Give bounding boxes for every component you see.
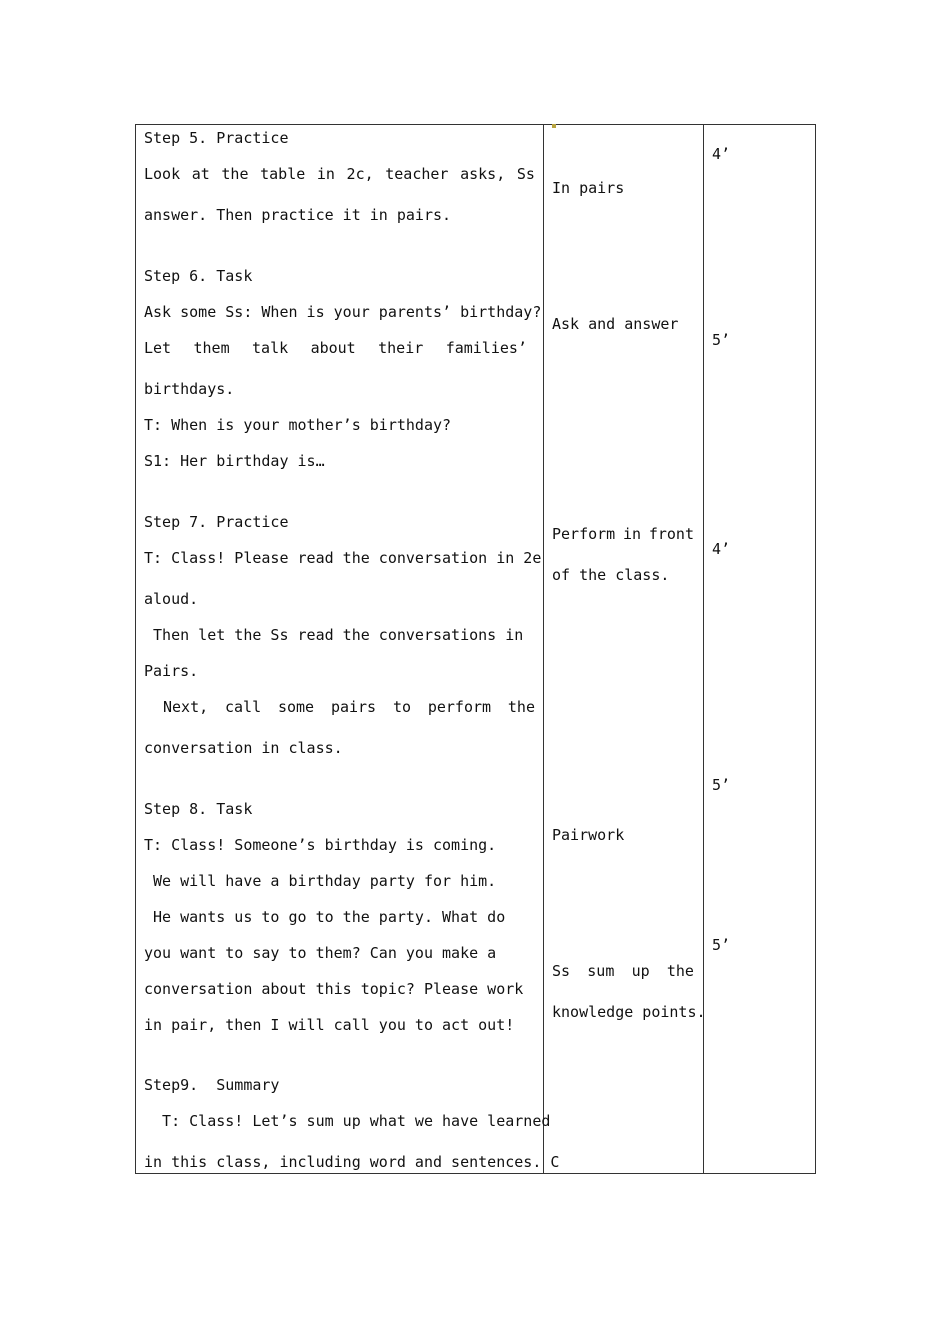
step7-line6: conversation in class.: [144, 739, 343, 757]
word: talk: [252, 339, 289, 357]
step9-line2: in this class, including word and sentences. C: [144, 1153, 560, 1171]
step9-heading: Step9. Summary: [144, 1076, 280, 1094]
word: sum: [587, 962, 615, 980]
word: table: [260, 165, 306, 183]
word: their: [378, 339, 424, 357]
step7-line4: Pairs.: [144, 662, 199, 680]
step7-line2: aloud.: [144, 590, 199, 608]
student-activity-step7-line2: of the class.: [552, 566, 670, 584]
step9-line1: T: Class! Let’s sum up what we have learned: [144, 1112, 551, 1130]
word: to: [392, 698, 411, 716]
word: Ss: [516, 165, 535, 183]
word: the: [221, 165, 249, 183]
word: Look: [144, 165, 181, 183]
student-activity-step9-line2: knowledge points.: [552, 1003, 706, 1021]
word: perform: [427, 698, 492, 716]
word: Ss: [552, 962, 571, 980]
step7-line1: T: Class! Please read the conversation in 2e: [144, 549, 542, 567]
step5-heading: Step 5. Practice: [144, 129, 289, 147]
word: front: [648, 525, 694, 543]
word: at: [191, 165, 210, 183]
step8-line6: in pair, then I will call you to act out!: [144, 1016, 515, 1034]
step6-line1: Ask some Ss: When is your parents’ birthday?: [144, 303, 542, 321]
step6-heading: Step 6. Task: [144, 267, 253, 285]
word: asks,: [460, 165, 506, 183]
step7-line5: [163, 698, 535, 716]
word: the: [666, 962, 694, 980]
word: them: [193, 339, 230, 357]
word: pairs: [330, 698, 377, 716]
word: the: [507, 698, 535, 716]
marker-dot: [552, 124, 556, 128]
step5-line2: answer. Then practice it in pairs.: [144, 206, 452, 224]
word: Perform: [552, 525, 616, 543]
step5-line1: [144, 165, 535, 183]
word: Next,: [163, 698, 209, 716]
word: 2c,: [346, 165, 374, 183]
word: about: [310, 339, 356, 357]
word: call: [225, 698, 262, 716]
time-step7: 4’: [712, 540, 731, 558]
step8-line1: T: Class! Someone’s birthday is coming.: [144, 836, 497, 854]
time-step6: 5’: [712, 331, 731, 349]
word: some: [277, 698, 315, 716]
step7-heading: Step 7. Practice: [144, 513, 289, 531]
step6-line3: birthdays.: [144, 380, 235, 398]
step6-line4: T: When is your mother’s birthday?: [144, 416, 452, 434]
time-step5: 4’: [712, 145, 731, 163]
student-activity-step9-line1: [552, 962, 694, 980]
step8-line3: He wants us to go to the party. What do: [144, 908, 506, 926]
word: families’: [445, 339, 527, 357]
word: Let: [144, 339, 172, 357]
step6-line5: S1: Her birthday is…: [144, 452, 325, 470]
word: in: [316, 165, 335, 183]
word: in: [623, 525, 642, 543]
step7-line3: Then let the Ss read the conversations in: [144, 626, 524, 644]
student-activity-step5: In pairs: [552, 179, 625, 197]
student-activity-step8: Pairwork: [552, 826, 625, 844]
step8-line5: conversation about this topic? Please work: [144, 980, 524, 998]
step6-line2: [144, 339, 527, 357]
student-activity-step6: Ask and answer: [552, 315, 679, 333]
word: teacher: [385, 165, 449, 183]
time-step8: 5’: [712, 776, 731, 794]
step8-heading: Step 8. Task: [144, 800, 253, 818]
column-divider: [543, 125, 544, 1173]
student-activity-step7-line1: [552, 525, 694, 543]
step8-line4: you want to say to them? Can you make a: [144, 944, 497, 962]
time-step9: 5’: [712, 936, 731, 954]
word: up: [631, 962, 650, 980]
step8-line2: We will have a birthday party for him.: [144, 872, 497, 890]
